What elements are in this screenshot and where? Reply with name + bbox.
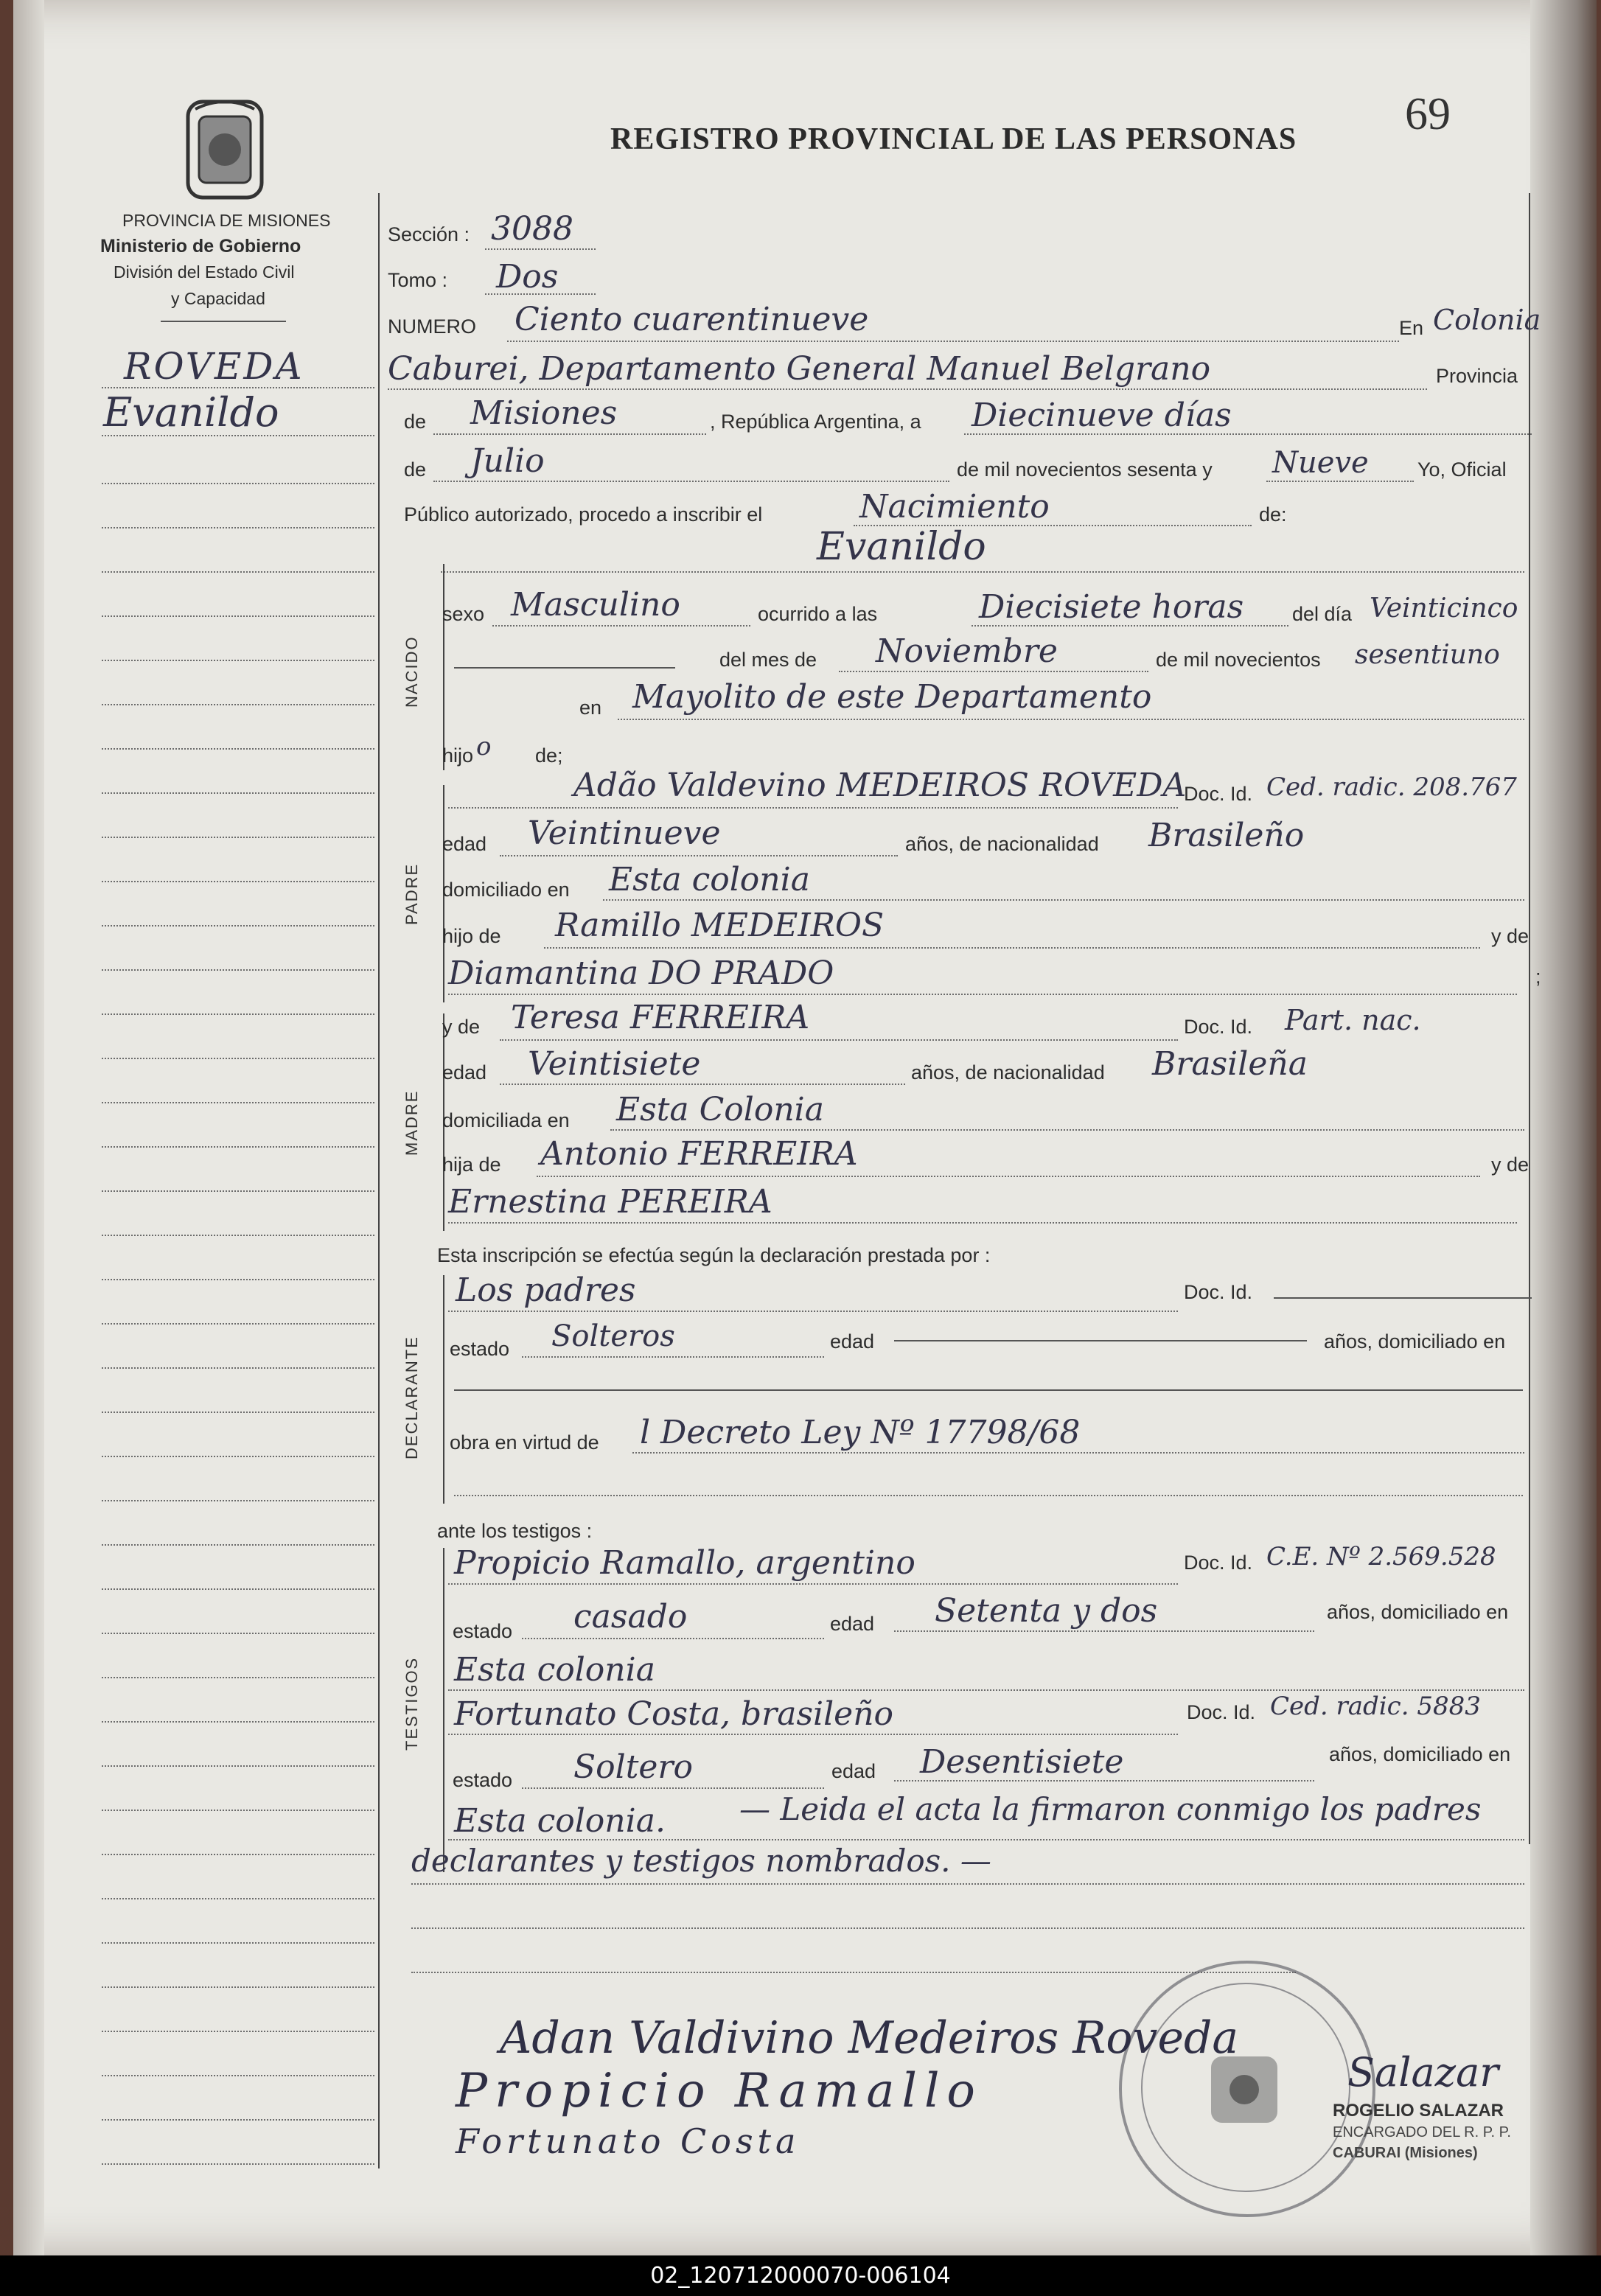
signature-witness-1: Propicio Ramallo <box>456 2064 983 2118</box>
mes-nac-value: Noviembre <box>876 632 1058 670</box>
page-left-edge <box>13 0 44 2255</box>
institution-line-1: PROVINCIA DE MISIONES <box>122 211 331 230</box>
padre-doc-value: Ced. radic. 208.767 <box>1266 772 1517 802</box>
en-lugar-value: Colonia <box>1433 304 1541 336</box>
madre-doc-value: Part. nac. <box>1285 1004 1421 1036</box>
padre-edad-value: Veintinueve <box>528 814 721 852</box>
hora-value: Diecisiete horas <box>979 588 1244 626</box>
testigo2-domicilio-value: Esta colonia. <box>454 1802 666 1840</box>
margin-surname: ROVEDA <box>124 345 304 388</box>
testigo2-estado-value: Soltero <box>573 1748 693 1786</box>
padre-hijo-de-value: Ramillo MEDEIROS <box>555 907 885 944</box>
testigo2-doc-value: Ced. radic. 5883 <box>1270 1692 1481 1721</box>
testigo1-domicilio-value: Esta colonia <box>454 1651 655 1689</box>
testigo1-estado-value: casado <box>573 1598 688 1636</box>
sexo-value: Masculino <box>511 586 680 624</box>
dia-value: Veinticinco <box>1370 593 1518 624</box>
numero-value: Ciento cuarentinueve <box>515 301 869 338</box>
mes-value: Julio <box>470 442 545 480</box>
signature-witness-2: Fortunato Costa <box>456 2121 800 2161</box>
closing-note-2: declarantes y testigos nombrados. — <box>411 1843 991 1879</box>
document-page: PROVINCIA DE MISIONES Ministerio de Gobierno División del Estado Civil y Capacidad REGISTRO PROVINCIAL DE LAS PERSONAS 69 ROVEDA Evanildo Sección : 3088 Tomo : Dos NUMERO Ciento cuarentinueve En Colonia Caburei, Departamento General Manuel Belgrano Provincia de Misiones , República Argentina, a Diecinueve días de Julio de mil novecientos sesenta y Nueve Yo, Oficial Público autorizado, procedo a inscribir el Nacimiento de: Evanildo NACIDO sexo Masculino ocurrido a las Diecisiete horas del día Veinticinco del mes de Noviembre de mil novecientos sesentiuno en Mayolito de este Departamento hijo o de; PADRE Adão Valdevino MEDEIROS ROVEDA Doc. Id. Ced. radic. 208.767 edad Veintinueve años, de nacionalidad Brasileño domiciliado en Esta colonia hijo de Ramillo MEDEIROS y de Diamantina DO PRADO ; MADRE y de Teresa FERREIRA Doc. Id. Part. nac. edad Veintisiete años, de nacionalidad Brasileña domiciliada en Esta Colonia hija de Antonio FERREIRA y de Ernestina PEREIRA Esta inscripción se efectúa según la declaración prestada por : DECLARANTE Los padres Doc. Id. estado Solteros edad años, domiciliado en obra en virtud de l Decreto Ley Nº 17798/68 ante los testigos : TESTIGOS Propicio Ramallo, argentino Doc. Id. C.E. Nº 2.569.528 estado casado edad Setenta y dos años, domiciliado en Esta colonia Fortunato Costa, brasileño Doc. Id. Ced. radic. 5883 estado Soltero edad Desentisiete años, domiciliado en Esta colonia. — Leida el acta la firmaron conmigo los padres declarantes y testigos nombrados. — ROGELIO SALAZAR ENCARGADO DEL R. P. P. CABURAI (Misiones) Adan Valdivino Medeiros Roveda Propicio Ramallo Fortunato Costa Salazar <box>13 0 1597 2255</box>
dia-fecha-value: Diecinueve días <box>972 397 1232 434</box>
padre-nacionalidad-value: Brasileño <box>1148 817 1305 854</box>
signature-official: Salazar <box>1347 2049 1499 2096</box>
seccion-value: 3088 <box>491 210 573 248</box>
institution-line-4: y Capacidad <box>171 289 265 308</box>
testigo1-edad-value: Setenta y dos <box>935 1592 1158 1630</box>
provincia-value: Misiones <box>470 394 618 432</box>
institution-line-3: División del Estado Civil <box>114 262 295 282</box>
anio-nac-value: sesentiuno <box>1355 640 1500 670</box>
official-stamp-line-3: CABURAI (Misiones) <box>1333 2145 1478 2161</box>
page-right-edge <box>1530 0 1597 2255</box>
lugar2-value: Caburei, Departamento General Manuel Belgrano <box>388 350 1211 388</box>
closing-note: — Leida el acta la firmaron conmigo los padres <box>739 1791 1482 1827</box>
official-stamp-line-2: ENCARGADO DEL R. P. P. <box>1333 2124 1511 2140</box>
padre-domicilio-value: Esta colonia <box>609 861 810 898</box>
institution-line-2: Ministerio de Gobierno <box>100 236 301 257</box>
padre-y-de-value: Diamantina DO PRADO <box>448 955 834 992</box>
official-stamp-line-1: ROGELIO SALAZAR <box>1333 2101 1504 2121</box>
tomo-value: Dos <box>496 258 559 296</box>
declarante-nombre-value: Los padres <box>456 1271 636 1309</box>
declarante-estado-value: Solteros <box>551 1319 675 1353</box>
signature-father: Adan Valdivino Medeiros Roveda <box>500 2012 1239 2064</box>
scan-footer: 02_120712000070-006104 <box>0 2255 1601 2296</box>
acto-value: Nacimiento <box>859 488 1050 526</box>
testigo1-nombre-value: Propicio Ramallo, argentino <box>454 1544 915 1582</box>
madre-domicilio-value: Esta Colonia <box>616 1091 824 1128</box>
testigo1-doc-value: C.E. Nº 2.569.528 <box>1266 1542 1496 1571</box>
testigo2-edad-value: Desentisiete <box>920 1743 1124 1781</box>
nombre-value: Evanildo <box>817 525 986 569</box>
lugar-nac-value: Mayolito de este Departamento <box>632 678 1152 716</box>
madre-hija-de-value: Antonio FERREIRA <box>540 1135 858 1173</box>
declarante-obra-value: l Decreto Ley Nº 17798/68 <box>640 1414 1081 1451</box>
padre-nombre-value: Adão Valdevino MEDEIROS ROVEDA <box>573 767 1187 804</box>
margin-given-name: Evanildo <box>103 389 279 436</box>
province-seal-icon <box>170 94 280 205</box>
madre-nacionalidad-value: Brasileña <box>1152 1045 1308 1083</box>
testigo2-nombre-value: Fortunato Costa, brasileño <box>454 1695 894 1733</box>
page-number: 69 <box>1405 89 1451 139</box>
madre-edad-value: Veintisiete <box>528 1045 701 1083</box>
madre-y-de-value: Ernestina PEREIRA <box>448 1183 772 1221</box>
anio-value: Nueve <box>1272 446 1369 480</box>
page-title: REGISTRO PROVINCIAL DE LAS PERSONAS <box>610 122 1297 156</box>
madre-nombre-value: Teresa FERREIRA <box>511 999 810 1036</box>
